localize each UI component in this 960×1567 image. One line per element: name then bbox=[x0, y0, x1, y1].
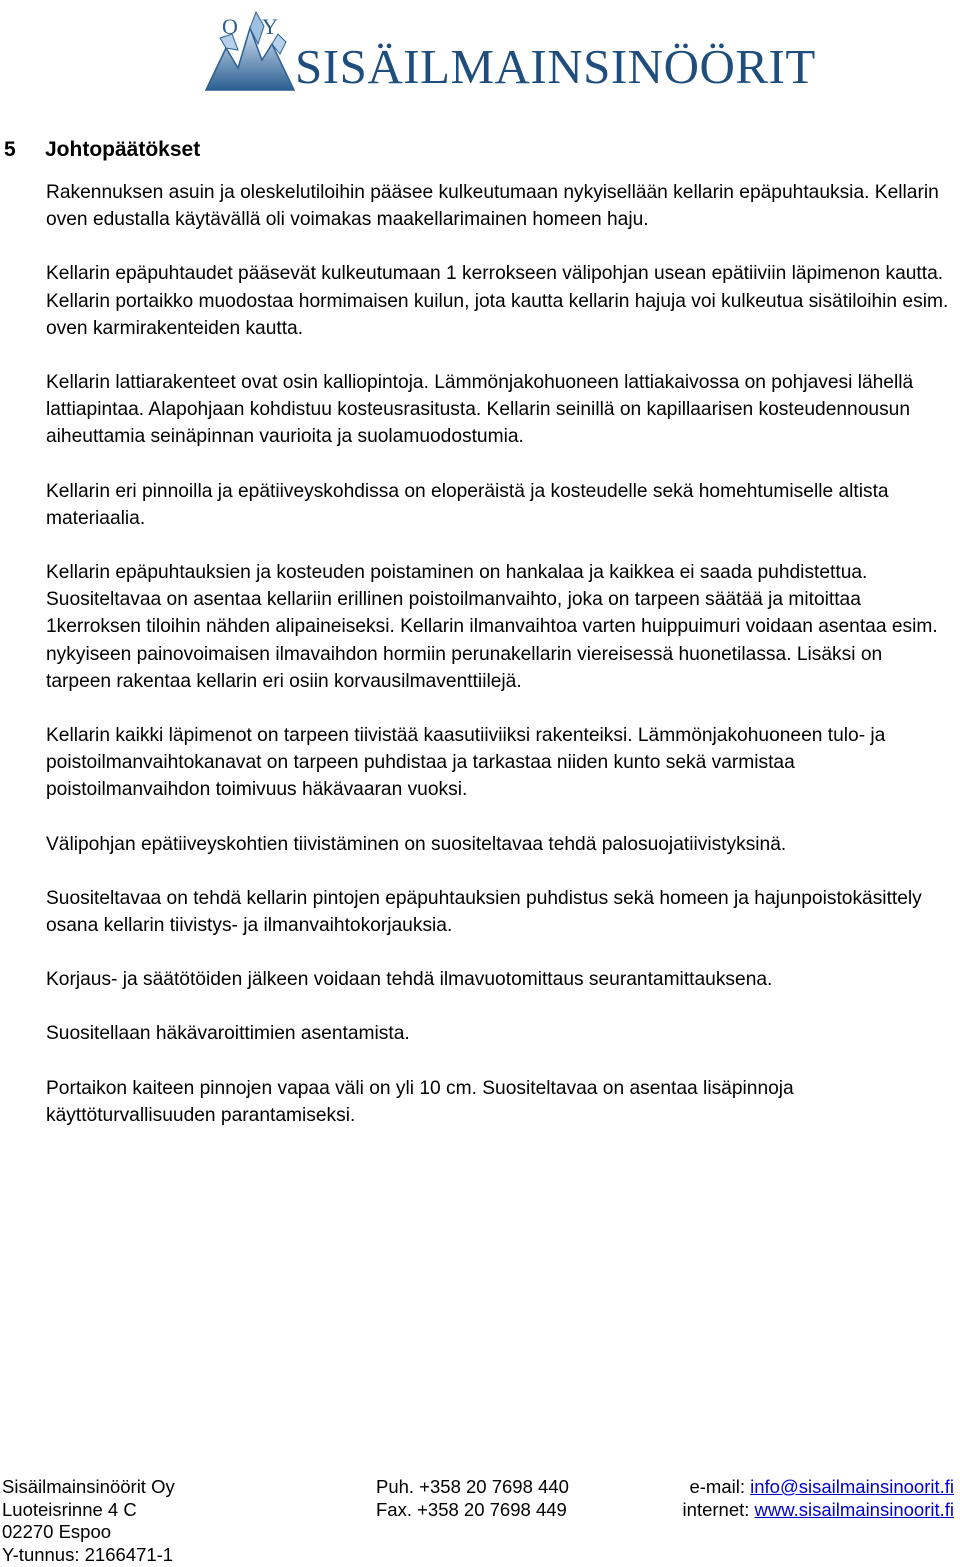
footer-company: Sisäilmainsinöörit Oy bbox=[2, 1476, 175, 1497]
footer-email-label: e-mail: bbox=[689, 1476, 751, 1497]
footer-fax: Fax. +358 20 7698 449 bbox=[376, 1498, 567, 1520]
company-logo-text: SISÄILMAINSINÖÖRIT bbox=[295, 39, 816, 94]
paragraph: Kellarin epäpuhtauksien ja kosteuden poistaminen on hankalaa ja kaikkea ei saada puhdistettua. Suositeltavaa on asentaa kellariin erillinen poistoilmanvaihto, joka on tarpeen säätää ja mitoittaa 1kerroksen tiloihin nähden alipaineiseksi. Kellarin ilmanvaihtoa varten huippuimuri voidaan asentaa esim. nykyiseen painovoimaisen ilmavaihdon hormiin perunakellarin viereisessä huonetilassa. Lisäksi on tarpeen rakentaa kellarin eri osiin korvausilmaventtiilejä. bbox=[46, 562, 938, 692]
paragraph: Korjaus- ja säätötöiden jälkeen voidaan tehdä ilmavuotomittaus seurantamittauksena. bbox=[46, 969, 773, 991]
email-link[interactable]: info@sisailmainsinoorit.fi bbox=[750, 1476, 954, 1497]
page-header bbox=[198, 0, 816, 100]
footer-phone-fax bbox=[376, 1476, 569, 1521]
section-title: Johtopäätökset bbox=[45, 138, 201, 161]
footer-address bbox=[2, 1476, 175, 1566]
website-link[interactable]: www.sisailmainsinoorit.fi bbox=[754, 1498, 954, 1520]
footer-contacts bbox=[683, 1476, 954, 1521]
footer-phone: Puh. +358 20 7698 440 bbox=[376, 1476, 569, 1497]
paragraph: Suositellaan häkävaroittimien asentamista. bbox=[46, 1023, 410, 1045]
logo-letter-y: Y bbox=[262, 14, 278, 39]
footer-street: Luoteisrinne 4 C bbox=[2, 1498, 137, 1520]
company-logo-icon bbox=[198, 4, 298, 94]
footer-business-id: Y-tunnus: 2166471-1 bbox=[2, 1543, 174, 1565]
paragraph: Suositeltavaa on tehdä kellarin pintojen epäpuhtauksien puhdistus sekä homeen ja hajunpoistokäsittely osana kellarin tiivistys- ja ilmanvaihtokorjauksia. bbox=[46, 887, 922, 937]
paragraph: Kellarin epäpuhtaudet pääsevät kulkeutumaan 1 kerrokseen välipohjan usean epätiiviin läpimenon kautta. Kellarin portaikko muodostaa hormimaisen kuilun, jota kautta kellarin hajuja voi kulkeutua sisätiloihin esim. oven karmirakenteiden kautta. bbox=[46, 263, 949, 339]
paragraph: Kellarin eri pinnoilla ja epätiiveyskohdissa on eloperäistä ja kosteudelle sekä homehtumiselle altista materiaalia. bbox=[46, 480, 889, 529]
conclusions-body bbox=[46, 179, 951, 1156]
paragraph: Välipohjan epätiiveyskohtien tiivistäminen on suositeltavaa tehdä palosuojatiivistyksinä. bbox=[46, 833, 787, 855]
section-number: 5 bbox=[4, 138, 16, 161]
section-heading bbox=[4, 138, 200, 162]
paragraph: Rakennuksen asuin ja oleskelutiloihin pääsee kulkeutumaan nykyisellään kellarin epäpuhtauksia. Kellarin oven edustalla käytävällä oli voimakas maakellarimainen homeen haju. bbox=[46, 182, 939, 231]
paragraph: Kellarin kaikki läpimenot on tarpeen tiivistää kaasutiiviiksi rakenteiksi. Lämmönjakohuoneen tulo- ja poistoilmanvaihtokanavat on tarpeen puhdistaa ja tarkastaa niiden kunto sekä varmistaa poistoilmanvaihdon toimivuus häkävaaran vuoksi. bbox=[46, 725, 886, 801]
footer-web-label: internet: bbox=[682, 1498, 755, 1520]
logo-letter-o: O bbox=[222, 14, 238, 39]
paragraph: Kellarin lattiarakenteet ovat osin kalliopintoja. Lämmönjakohuoneen lattiakaivossa on pohjavesi lähellä lattiapintaa. Alapohjaan kohdistuu kosteusrasitusta. Kellarin seinillä on kapillaarisen kosteudennousun aiheuttamia seinäpinnan vaurioita ja suolamuodostumia. bbox=[46, 372, 914, 448]
paragraph: Portaikon kaiteen pinnojen vapaa väli on yli 10 cm. Suositeltavaa on asentaa lisäpinnoja käyttöturvallisuuden parantamiseksi. bbox=[46, 1077, 794, 1126]
footer-postal: 02270 Espoo bbox=[2, 1521, 112, 1542]
